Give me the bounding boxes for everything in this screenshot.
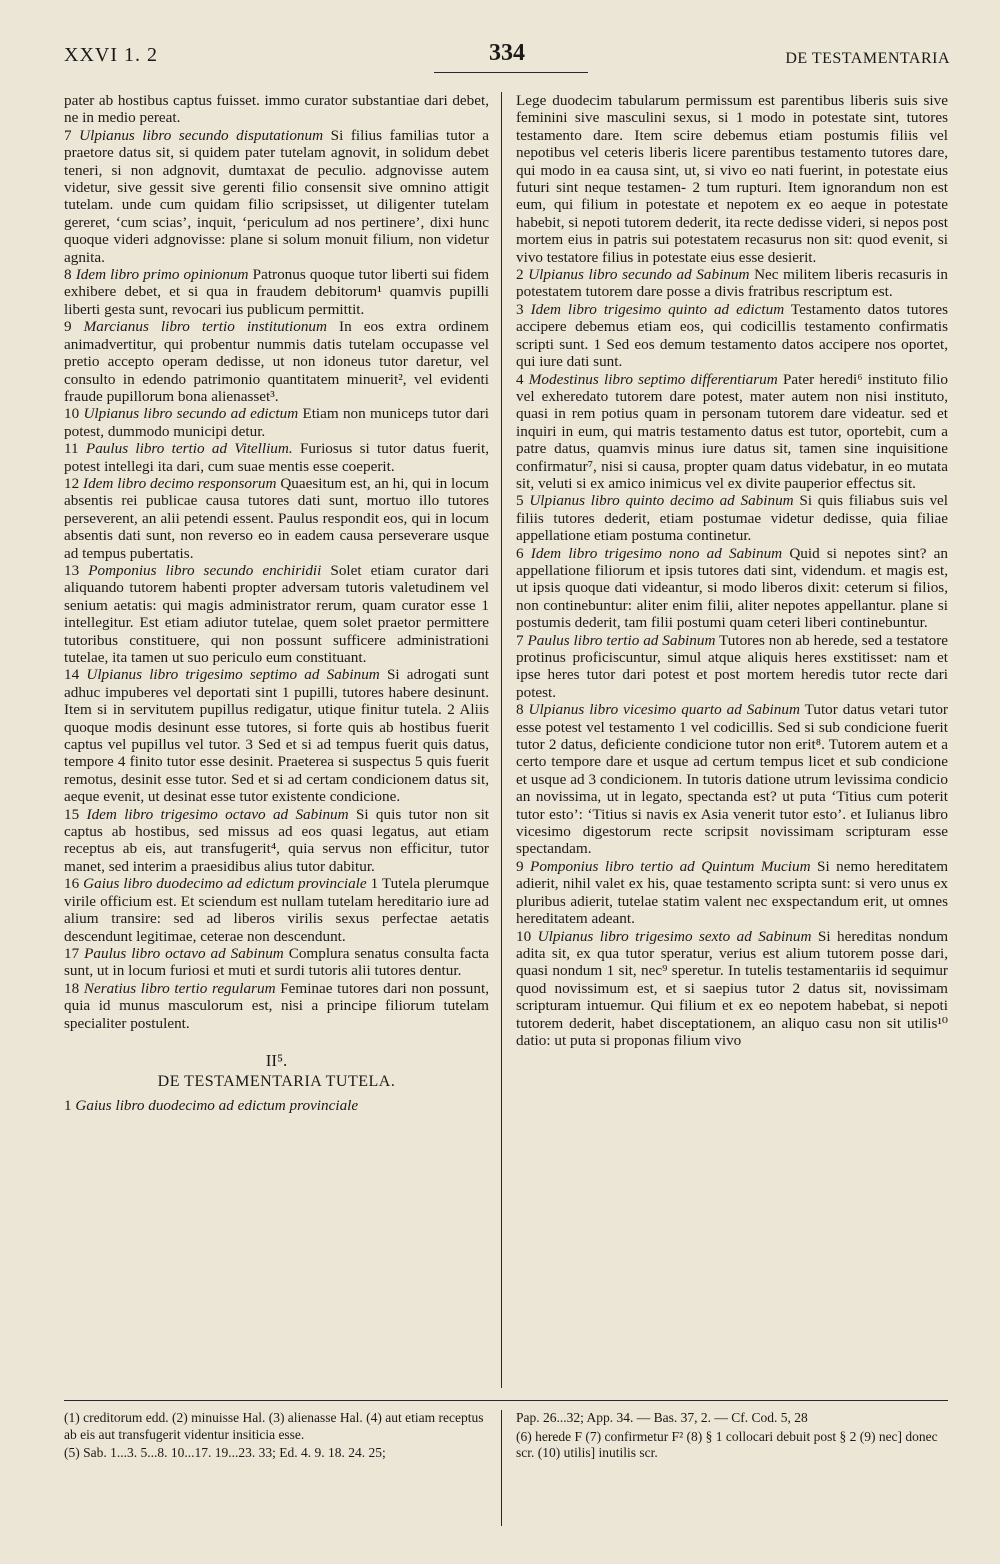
paragraph-text: Tutores non ab herede, sed a testatore protinus proficiscuntur, simul atque aliquis heres exstitisset: nam et ipse heres tutor dari potest et post mortem heredis tutor recte dari potest. [516,631,948,701]
paragraph-text: In eos extra ordinem animadvertitur, qui probentur nummis datis tutelam occupasse vel pretio accepto operam dedisse, ut non idoneus tutor daretur, vel consulto in edendo patrimonio quantitatem minuerit², vel evidenti fraude pupillorum bona alienasset³. [64,318,489,405]
paragraph-source: Idem libro trigesimo quinto ad edictum [530,300,785,318]
header-rule [434,72,588,73]
paragraph-text: Etiam non municeps tutor dari potest, dummodo municipi detur. [64,405,490,440]
paragraph [516,545,948,632]
paragraph-text: Quid si nepotes sint? an appellatione filiorum et ipsis tutores dati sint, videndum. et magis est, ut ipsis quoque dati videantur, si modo liberos dixit: ceterum si filios, non continebuntur: aliter enim filii, aliter nepotes appellantur. plane si postumis dederit, tam filii postumi quam ceteri liberi continebuntur. [516,544,948,632]
paragraph [516,92,948,266]
paragraph-text: Si hereditas nondum adita sit, ex qua tutor speratur, verius est alium tutorem posse dari, quasi nondum 1 sit, nec⁹ speretur. In tutelis testamentariis id sequimur quod novissimum est, et si saepius tutor 2 datus sit, novissimam scripturam intuemur. Qui filium et ex eo nepotem habebat, si nepoti tutorem dederit, habet disceptationem, an aliquo casu non sit utilis¹⁰ datio: ut puta si proponas filium vivo [516,927,949,1049]
paragraph-number: 4 [516,370,524,388]
paragraph-number: 7 [64,126,72,144]
paragraph [64,440,489,475]
running-title: DE TESTAMENTARIA [785,50,950,67]
paragraph-number: 2 [516,266,524,284]
paragraph-source: Ulpianus libro trigesimo septimo ad Sabinum [86,666,380,684]
paragraph-number: 9 [516,857,524,875]
paragraph-source: Pomponius libro tertio ad Quintum Mucium [530,857,811,875]
paragraph-number: 16 [64,875,80,893]
paragraph-number: 5 [516,492,524,510]
right-column [516,92,948,1049]
paragraph-source: Ulpianus libro secundo ad edictum [83,405,299,423]
paragraph [64,945,489,980]
paragraph-text: Tutor datus vetari tutor esse potest vel testamento 1 vel codicillis. Sed si sub condicione fuerit tutor 2 datus, deficiente condicione tutor non erit⁸. Tutorem autem et a certo tempore dare et usque ad certum tempus licet et sub condicione et usque ad 3 condicionem. In tutoris datione utrum levissima condicio an novissima, ut in legato, spectanda est? ut puta ‘Titius cum poterit tutor esto’: ‘Titius si navis ex Asia venerit tutor esto’. et Iulianus libro vicesimo digestorum recte scripsit novissimam scripturam esse spectandam. [516,701,948,858]
paragraph [516,266,948,301]
paragraph-text: Quaesitum est, an hi, qui in locum absentis rei publicae causa tutores dati sunt, mortuo illo tutores perseverent, an alii petendi essent. Paulus respondit eos, qui in locum absentis dati sunt, non reverso eo in eadem causa perseverare usque ad tempus pubertatis. [64,474,489,562]
paragraph [64,318,489,405]
paragraph-text: 1 Tutela plerumque virile officium est. Et sciendum est nullam tutelam hereditario iure ad alium transire: sed ad liberos virilis sexus perfectae aetatis descendunt legitimae, ceterae non descendunt. [64,875,490,945]
paragraph-text: Si quis tutor non sit captus ab hostibus, sed missus ad eos quasi legatus, aut etiam receptus ab eis, aut transfugerit⁴, quia servus non efficitur, tutor manet, sed interim a praesidibus alius tutor dabitur. [64,805,490,875]
paragraph-number: 3 [516,300,524,318]
paragraph [64,562,489,666]
paragraph [64,875,489,945]
footnote-separator [64,1400,948,1401]
paragraph-text: Lege duodecim tabularum permissum est parentibus liberis suis sive feminini sive masculini sexus, si 1 modo in potestate sint, tutores testamento dare. Item scire debemus etiam postumis filiis vel nepotibus vel ceteris liberis licere parentibus testamento tutores dare, qui modo in ea causa sint, ut, si vivo eo nati fuerint, in potestate eius futuri sint neque testamen- 2 tum rupturi. Item ignorandum non est eum, qui filium in potestate et nepotem ex eo aeque in potestate habebit, si nepoti tutorem dederit, ita recte dedisse videri, si nepos post mortem eius in patris sui potestatem recasurus non sit: quod evenit, si vivo testatore filius in potestate eius esse desierit. [516,92,948,266]
paragraph-source: Gaius libro duodecimo ad edictum provinciale [83,875,367,893]
paragraph-source: Idem libro trigesimo octavo ad Sabinum [86,805,349,823]
paragraph-number: 6 [516,544,524,562]
paragraph [516,371,948,493]
section-title-block [64,1052,489,1091]
paragraph [516,701,948,858]
page-number: 334 [489,40,525,66]
footnotes-left [64,1410,489,1464]
paragraph-source: Neratius libro tertio regularum [83,979,276,997]
paragraph-text: Complura senatus consulta facta sunt, ut in locum furiosi et muti et surdi tutoris alii tutores dentur. [64,944,489,980]
paragraph-source: Pomponius libro secundo enchiridii [88,561,322,579]
paragraph [64,405,489,440]
section-title: DE TESTAMENTARIA TUTELA. [157,1073,396,1091]
paragraph-text: pater ab hostibus captus fuisset. immo curator substantiae dari debet, ne in medio pereat. [64,92,489,127]
paragraph-source: Ulpianus libro quinto decimo ad Sabinum [529,492,794,510]
paragraph-source: Modestinus libro septimo differentiarum [528,370,778,388]
paragraph-text: Si adrogati sunt adhuc impuberes vel deportati sint 1 pupilli, tutores habere desinunt. Item si in servitutem pupillus redigatur, utique finitur tutela. 2 Aliis quoque modis desinunt esse tutores, si forte quis ab hostibus fuerit captus vel pupillus vel tutor. 3 Sed et si ad tempus fuerit quis datus, tempore 4 finito tutor esse desinit. Praeterea si suspectus 5 quis fuerit remotus, desinit esse tutor. Sed et si ad certam condicionem datus sit, aeque evenit, ut desinat esse tutor existente condicione. [64,666,490,806]
paragraph-source: Ulpianus libro trigesimo sexto ad Sabinum [537,927,812,945]
paragraph [64,266,489,318]
paragraph-text: Testamento datos tutores accipere debemus etiam eos, qui codicillis testamento confirmatis scripti sunt. 1 Sed eos demum testamento datos accipere nos oportet, qui iure dati sunt. [516,300,949,371]
paragraph-source: Ulpianus libro secundo ad Sabinum [528,266,750,284]
paragraph-number: 18 [64,979,80,997]
paragraph [516,858,948,928]
right-paragraphs [516,92,948,1049]
left-column [64,92,489,1114]
paragraph-number: 1 [64,1096,72,1114]
paragraph-source: Paulus libro octavo ad Sabinum [84,944,284,962]
paragraph-source: Idem libro primo opinionum [75,266,249,284]
paragraph-text: Solet etiam curator dari aliquando tutorem habenti propter adversam tutoris valetudinem vel senium aetatis: qui magis administrator rerum, quam curator esse 1 intellegitur. Est etiam adiutor tutelae, quem solet praetor permittere tutoribus constituere, qui non possunt sufficere administrationi tutelae, ita tamen ut suo periculo eum constituant. [64,561,489,666]
paragraph-source: Ulpianus libro vicesimo quarto ad Sabinum [528,701,800,719]
footnote-line: Pap. 26...32; App. 34. — Bas. 37, 2. — Cf. Cod. 5, 28 [516,1410,808,1425]
paragraph [516,301,948,371]
paragraph [516,928,948,1050]
paragraph-text: Furiosus si tutor datus fuerit, potest intellegi ita dari, cum suae mentis esse coeperit. [64,440,490,475]
paragraph [64,1097,489,1114]
footnote-line: (1) creditorum edd. (2) minuisse Hal. (3) alienasse Hal. (4) aut etiam receptus ab eis aut transfugerit videntur insiticia esse. [64,1410,484,1442]
book-title-reference: XXVI 1. 2 [64,44,158,66]
footnote-line: (6) herede F (7) confirmetur F² (8) § 1 collocari debuit post § 2 (9) nec] donec scr. (10) utilis] inutilis scr. [516,1428,938,1460]
section-number: II⁵. [265,1050,288,1070]
paragraph-number: 9 [64,318,72,336]
paragraph-text: Si nemo hereditatem adierit, nihil valet ex his, quae testamento scripta sunt: si vero unus ex pluribus adierit, tutelae statim valent nec exspectandum erit, ut omnes hereditatem adeant. [516,857,949,928]
paragraph [516,492,948,544]
paragraph-number: 7 [516,631,524,649]
paragraph-text: Pater heredi⁶ instituto filio vel exheredato tutorem dare potest, mater autem non nisi instituto, quasi in rem potius quam in personam tutorem dare videatur. sed et inquiri in eum, qui matris testamento datus est tutor, oportebit, cum a patre datus, quamvis minus iure datus sit, tamen sine inquisitione confirmatur⁷, nisi si causa, propter quam datus videbatur, in eo mutata sit, veluti si ex amico inimicus vel ex divite pauperior effectus sit. [516,370,949,492]
paragraph-number: 8 [64,266,72,284]
paragraph-number: 8 [516,701,524,719]
paragraph [64,475,489,562]
paragraph-text: Nec militem liberis recasuris in potestatem tutorem dare posse a divis fratribus rescriptum est. [516,266,949,301]
left-paragraphs [64,92,489,1032]
paragraph-source: Paulus libro tertio ad Sabinum [527,631,716,649]
paragraph-text: Si filius familias tutor a praetore datus sit, si quidem pater tutelam agnovit, in solidum debet teneri, si non adgnovit, dumtaxat de peculio. adgnovisse autem videtur, sive gessit sive gerenti filio consensit sive omnino attigit tutelam. unde cum quidam filio scripsisset, ut diligenter tutelam gereret, ‘cum scias’, inquit, ‘periculum ad nos pertinere’, dixi hunc quoque videri adgnovisse: plane si solum monuit filium, non videtur agnita. [64,126,490,266]
paragraph [64,980,489,1032]
paragraph-number: 12 [64,474,80,492]
paragraph-text: Feminae tutores dari non possunt, quia id munus masculorum est, nisi a principe filiorum tutelam specialiter postulent. [64,979,490,1032]
paragraph-number: 10 [64,405,80,423]
paragraph-source: Marcianus libro tertio institutionum [83,318,327,336]
paragraph [64,666,489,805]
paragraph-source: Paulus libro tertio ad Vitellium. [85,440,293,458]
footnote-divider [501,1410,502,1526]
paragraph [64,127,489,266]
paragraph-number: 13 [64,561,80,579]
paragraph [516,632,948,702]
column-divider [501,92,502,1388]
paragraph-number: 11 [64,440,79,458]
running-header [64,40,950,76]
paragraph-source: Idem libro decimo responsorum [83,474,277,492]
paragraph-source: Idem libro trigesimo nono ad Sabinum [530,544,783,562]
paragraph-text: Si quis filiabus suis vel filiis tutores dederit, etiam postumae videtur dedisse, quia filiae appellatione etiam postuma continetur. [516,492,949,545]
paragraph-number: 17 [64,944,80,962]
paragraph-number: 10 [516,927,532,945]
footnote-line: (5) Sab. 1...3. 5...8. 10...17. 19...23. 33; Ed. 4. 9. 18. 24. 25; [64,1445,386,1460]
paragraph [64,806,489,876]
footnotes-right [516,1410,948,1464]
paragraph-number: 15 [64,805,80,823]
paragraph-number: 14 [64,666,80,684]
paragraph-source: Gaius libro duodecimo ad edictum provinciale [75,1096,359,1114]
paragraph-source: Ulpianus libro secundo disputationum [79,126,324,144]
paragraph-text: Patronus quoque tutor liberti sui fidem exhibere debet, et si qua in fraudem debitorum¹ quamvis pupilli liberti gesta sunt, revocari ius publicum permittit. [64,266,490,318]
paragraph [64,92,489,127]
